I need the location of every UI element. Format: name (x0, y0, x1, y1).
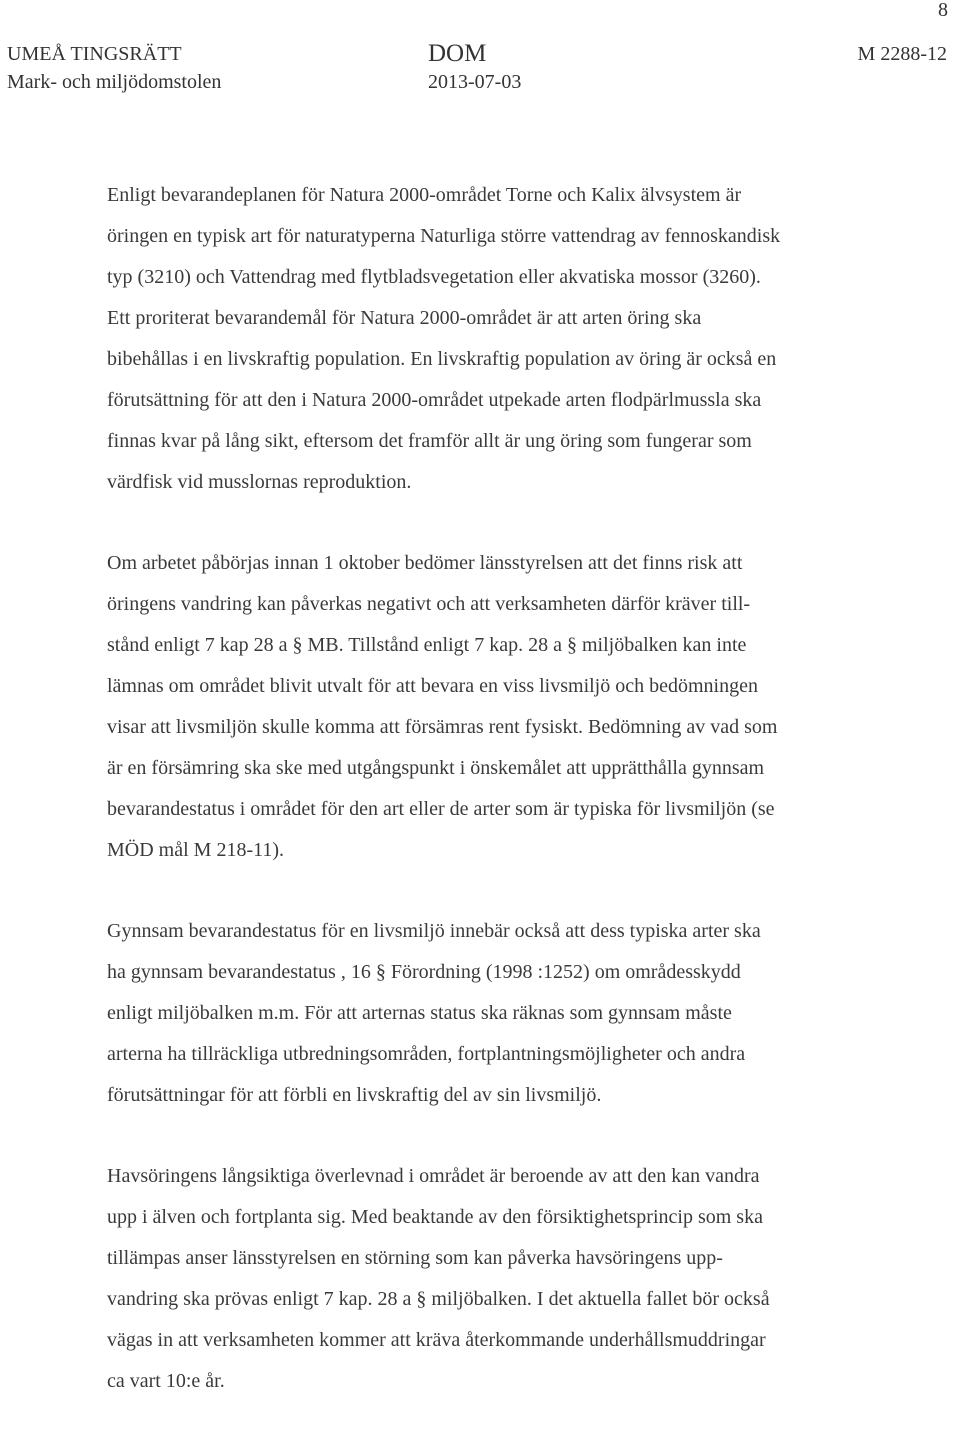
text-line: förutsättningar för att förbli en livskraftig del av sin livsmiljö. (107, 1084, 602, 1106)
text-line: typ (3210) och Vattendrag med flytbladsvegetation eller akvatiska mossor (3260). (107, 266, 761, 288)
text-line: förutsättning för att den i Natura 2000-området utpekade arten flodpärlmussla ska (107, 389, 762, 411)
text-line: ca vart 10:e år. (107, 1370, 225, 1392)
text-line: värdfisk vid musslornas reproduktion. (107, 471, 412, 493)
text-line: bibehållas i en livskraftig population. En livskraftig population av öring är också en (107, 348, 777, 370)
paragraph (107, 911, 897, 1116)
document-body (107, 175, 897, 1402)
text-line: Havsöringens långsiktiga överlevnad i området är beroende av att den kan vandra (107, 1165, 760, 1187)
case-number: M 2288-12 (857, 43, 947, 65)
paragraph-spacer (107, 871, 897, 911)
court-division: Mark- och miljödomstolen (7, 71, 222, 93)
text-line: bevarandestatus i området för den art eller de arter som är typiska för livsmiljön (se (107, 798, 775, 820)
page-number: 8 (938, 0, 948, 21)
court-name: UMEÅ TINGSRÄTT (7, 43, 182, 65)
text-line: öringen en typisk art för naturatyperna Naturliga större vattendrag av fennoskandisk (107, 225, 781, 247)
document-type-block (428, 40, 521, 96)
paragraph (107, 1156, 897, 1402)
document-header (7, 40, 947, 100)
text-line: vägas in att verksamheten kommer att kräva återkommande underhållsmuddringar (107, 1329, 766, 1351)
document-date: 2013-07-03 (428, 71, 522, 93)
text-line: lämnas om området blivit utvalt för att bevara en viss livsmiljö och bedömningen (107, 675, 758, 697)
paragraph-spacer (107, 503, 897, 543)
text-line: tillämpas anser länsstyrelsen en störning som kan påverka havsöringens upp- (107, 1247, 723, 1269)
document-type: DOM (428, 40, 487, 67)
text-line: Enligt bevarandeplanen för Natura 2000-området Torne och Kalix älvsystem är (107, 184, 742, 206)
paragraph (107, 543, 897, 871)
text-line: vandring ska prövas enligt 7 kap. 28 a § miljöbalken. I det aktuella fallet bör också (107, 1288, 770, 1310)
paragraph-spacer (107, 1116, 897, 1156)
text-line: Gynnsam bevarandestatus för en livsmiljö innebär också att dess typiska arter ska (107, 920, 761, 942)
text-line: är en försämring ska ske med utgångspunkt i önskemålet att upprätthålla gynnsam (107, 757, 765, 779)
court-info (7, 40, 221, 96)
paragraph (107, 175, 897, 503)
text-line: enligt miljöbalken m.m. För att arternas status ska räknas som gynnsam måste (107, 1002, 732, 1024)
text-line: visar att livsmiljön skulle komma att försämras rent fysiskt. Bedömning av vad som (107, 716, 778, 738)
text-line: ha gynnsam bevarandestatus , 16 § Förordning (1998 :1252) om områdesskydd (107, 961, 741, 983)
text-line: finnas kvar på lång sikt, eftersom det framför allt är ung öring som fungerar som (107, 430, 752, 452)
text-line: MÖD mål M 218-11). (107, 839, 285, 861)
text-line: öringens vandring kan påverkas negativt och att verksamheten därför kräver till- (107, 593, 751, 615)
text-line: Ett proriterat bevarandemål för Natura 2000-området är att arten öring ska (107, 307, 702, 329)
text-line: stånd enligt 7 kap 28 a § MB. Tillstånd enligt 7 kap. 28 a § miljöbalken kan inte (107, 634, 747, 656)
text-line: arterna ha tillräckliga utbredningsområden, fortplantningsmöjligheter och andra (107, 1043, 746, 1065)
text-line: Om arbetet påbörjas innan 1 oktober bedömer länsstyrelsen att det finns risk att (107, 552, 743, 574)
text-line: upp i älven och fortplanta sig. Med beaktande av den försiktighetsprincip som ska (107, 1206, 763, 1228)
